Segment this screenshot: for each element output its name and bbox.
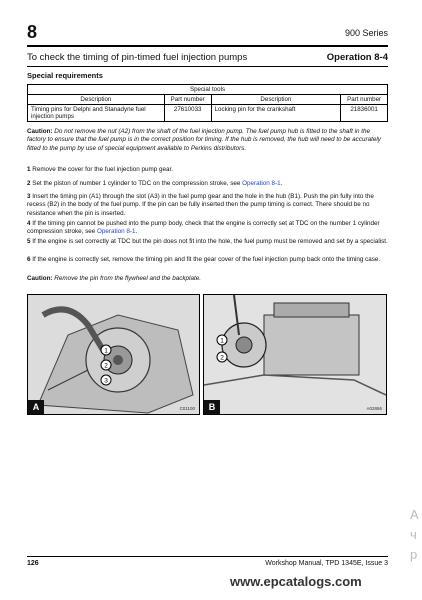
section-title: To check the timing of pin-timed fuel injection pumps — [27, 52, 248, 63]
table-cell: 27610033 — [164, 105, 211, 122]
step-6 — [27, 256, 388, 264]
table-row — [28, 105, 388, 122]
side-text: A — [410, 507, 419, 522]
manual-reference: Workshop Manual, TPD 1345E, Issue 3 — [265, 560, 388, 567]
step-text: If the engine is set correctly at TDC but the pin does not fit into the hole, the fuel pump must be removed and set by a specialist. — [32, 238, 388, 245]
step-text: Remove the cover for the fuel injection pump gear. — [32, 166, 173, 173]
header-rule — [27, 45, 388, 47]
step-number: 2 — [27, 180, 31, 187]
fuel-pump-illustration — [204, 295, 386, 414]
table-cell: Locking pin for the crankshaft — [211, 105, 341, 122]
table-cell: 21836001 — [341, 105, 388, 122]
series-label: 900 Series — [344, 28, 388, 38]
operation-number: Operation 8-4 — [326, 52, 388, 63]
caution-label: Caution: — [27, 275, 53, 282]
callout-1: 1 — [220, 337, 224, 345]
col-header: Description — [28, 95, 165, 105]
page-number: 126 — [27, 560, 39, 567]
side-text: р — [410, 547, 418, 562]
operation-link[interactable]: Operation 8-1 — [242, 180, 281, 187]
table-cell: Timing pins for Delphi and Stanadyne fuel injection pumps — [28, 105, 165, 122]
watermark-link[interactable]: www.epcatalogs.com — [230, 574, 362, 589]
footer-rule — [27, 556, 388, 557]
callout-1: 1 — [104, 347, 108, 355]
step-text: Insert the timing pin (A1) through the slot (A3) in the fuel pump gear and the hole in the hub (B1). Push the pin fully into the recess (B2) in the body of the fuel pump. If the pin can be fully inserted then the pump timing is correct. There should be no resistance when the pin is inserted. — [27, 193, 374, 217]
caution-label: Caution: — [27, 128, 53, 135]
step-5 — [27, 238, 388, 246]
engine-gear-illustration — [28, 295, 199, 414]
step-text: If the timing pin cannot be pushed into the pump body, check that the engine is correctly set at TDC on the number 1 cylinder compression stroke, see — [27, 220, 380, 236]
step-1 — [27, 166, 388, 174]
operation-link[interactable]: Operation 8-1 — [97, 228, 136, 236]
step-number: 4 — [27, 220, 31, 227]
caution-text: Remove the pin from the flywheel and the backplate. — [54, 275, 201, 282]
step-text: If the engine is correctly set, remove the timing pin and fit the gear cover of the fuel injection pump back onto the timing case. — [32, 256, 381, 263]
col-header: Part number — [164, 95, 211, 105]
step-number: 6 — [27, 256, 31, 263]
step-2: 2 Set the piston of number 1 cylinder to TDC on the compression stroke, see Operation 8-1. — [27, 180, 283, 187]
step-number: 3 — [27, 193, 31, 200]
table-caption: Special tools — [28, 85, 388, 95]
figure-b — [203, 294, 387, 415]
step-text: Set the piston of number 1 cylinder to TDC on the compression stroke, see — [32, 180, 241, 187]
caution-paragraph — [27, 128, 388, 153]
step-4: 4 If the timing pin cannot be pushed into the pump body, check that the engine is correctly set at TDC on the number 1 cylinder compression stroke, see Operation 8-1. — [27, 220, 380, 236]
figure-label: A — [28, 400, 44, 414]
callout-2: 2 — [104, 362, 108, 370]
callout-2: 2 — [220, 354, 224, 362]
figure-code: C01100 — [179, 406, 195, 411]
step-number: 5 — [27, 238, 31, 245]
figure-label: B — [204, 400, 220, 414]
figure-code: A02866 — [366, 406, 382, 411]
section-rule — [27, 66, 388, 67]
requirements-heading: Special requirements — [27, 71, 103, 80]
chapter-number: 8 — [27, 22, 38, 42]
special-tools-table — [27, 84, 388, 122]
step-number: 1 — [27, 166, 31, 173]
caution-text: Do not remove the nut (A2) from the shaft of the fuel injection pump. The fuel pump hub is fitted to the shaft in the factory to ensure that the fuel pump is in the correct position for timing. If the hub is removed, the hub will need to be accurately fitted to the pump by use of special equipment available to Perkins distributors. — [27, 128, 381, 152]
step-3 — [27, 193, 388, 218]
col-header: Description — [211, 95, 341, 105]
callout-3: 3 — [104, 377, 108, 385]
side-text: ч — [410, 527, 417, 542]
caution-paragraph-2 — [27, 275, 388, 283]
col-header: Part number — [341, 95, 388, 105]
figure-a — [27, 294, 200, 415]
